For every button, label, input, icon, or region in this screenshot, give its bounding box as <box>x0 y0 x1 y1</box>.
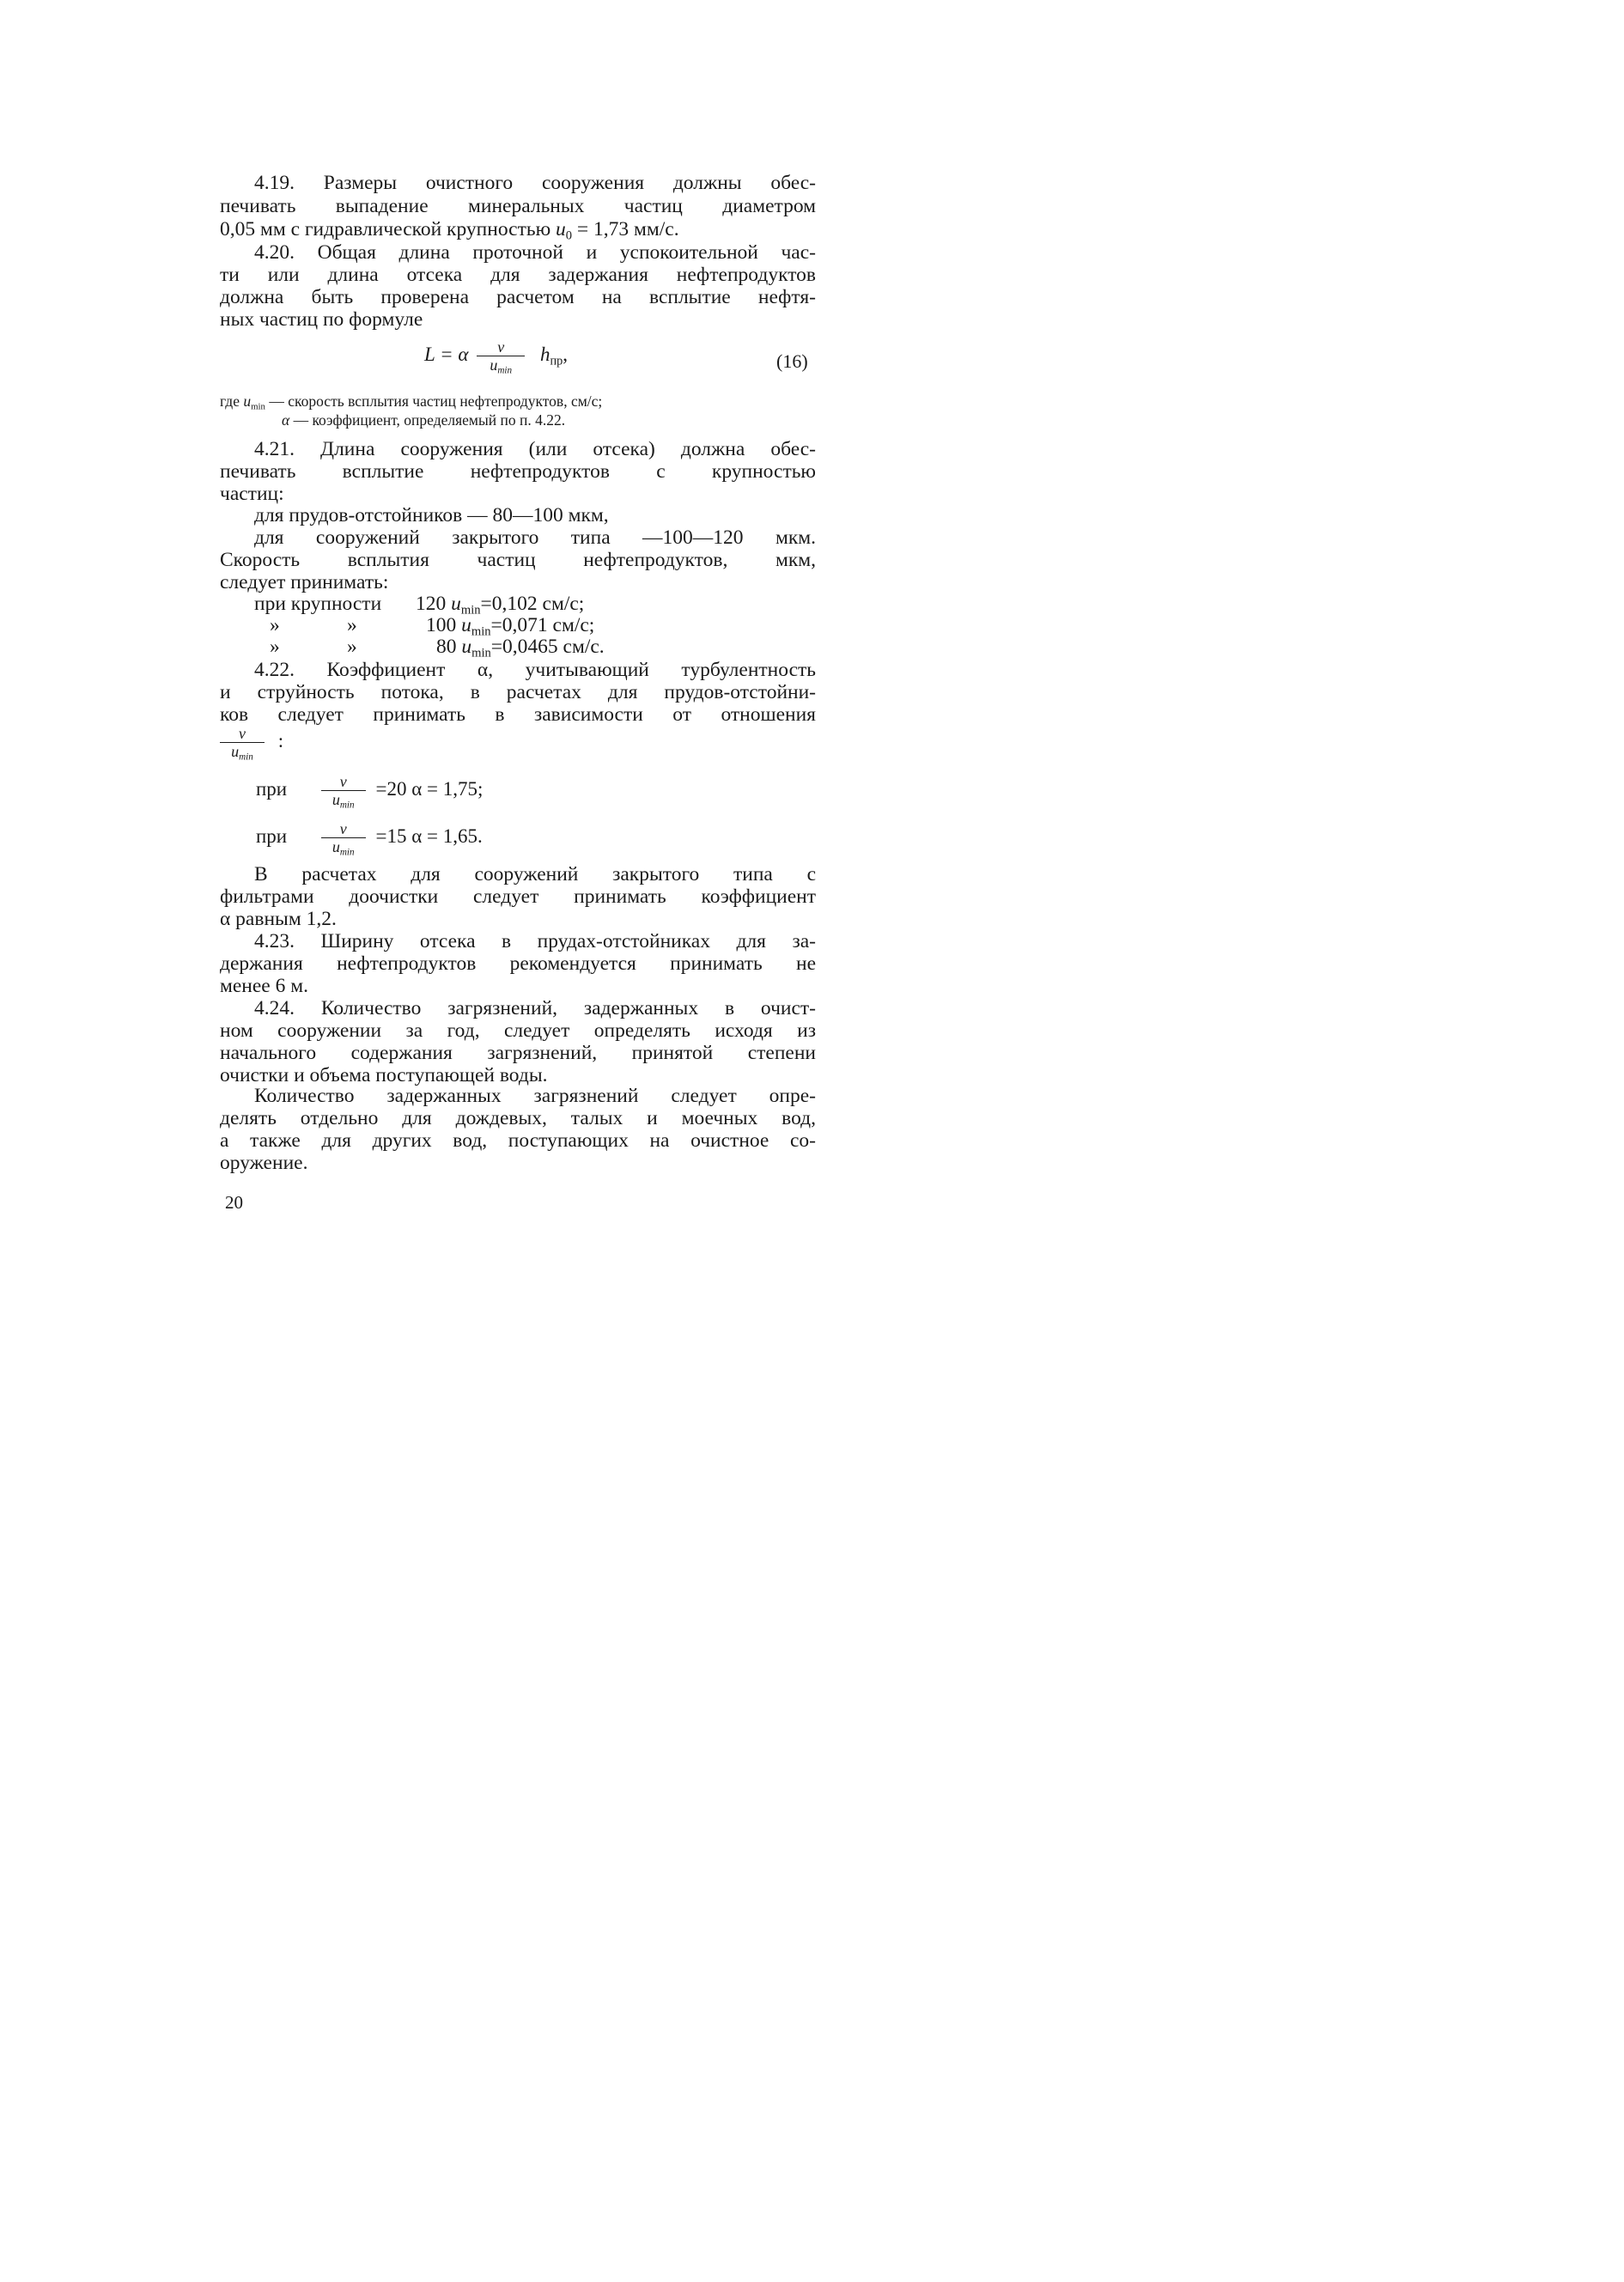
p419-line-2: печивать выпадение минеральных частиц диаметром <box>220 195 816 217</box>
where-symbol-1: u <box>243 393 252 410</box>
p421-speed-line-2: следует принимать: <box>220 571 389 593</box>
speed-row-2-ditto-1: » <box>270 614 280 636</box>
p422-line-2: и струйность потока, в расчетах для прудов-отстойни- <box>220 681 816 703</box>
p422-closed-line-1: В расчетах для сооружений закрытого типа с <box>254 863 816 885</box>
where-lead: где <box>220 393 244 410</box>
p424-line-4: очистки и объема поступающей воды. <box>220 1064 548 1086</box>
speed-row-3-value <box>436 636 605 659</box>
p422-line-1: 4.22. Коэффициент α, учитывающий турбулентность <box>254 659 816 681</box>
speed-row-1-size: 120 <box>416 593 447 615</box>
p423-line-1: 4.23. Ширину отсека в прудах-отстойниках для за- <box>254 930 816 952</box>
ratio-row-2-num: v <box>339 820 347 837</box>
p420-line-4: ных частиц по формуле <box>220 308 423 331</box>
ratio-den-sym: u <box>231 743 240 760</box>
p420-line-1: 4.20. Общая длина проточной и успокоительной час- <box>254 241 816 264</box>
ratio-numerator: v <box>239 725 246 742</box>
where-symbol-2: α <box>282 411 290 429</box>
where-subscript-1: min <box>251 401 265 412</box>
ratio-row-1-den <box>321 791 366 811</box>
p424-line-1: 4.24. Количество загрязнений, задержанных в очист- <box>254 997 816 1019</box>
formula-numerator: v <box>497 338 505 356</box>
formula-lhs: L = α <box>424 343 469 365</box>
u0-subscript: 0 <box>565 228 573 243</box>
p423-line-2: держания нефтепродуктов рекомендуется принимать не <box>220 952 816 975</box>
speed-row-2-sym: u <box>461 614 471 636</box>
ratio-row-1-num: v <box>339 773 347 790</box>
ratio-row-1-val: =20 α = 1,75; <box>375 777 484 800</box>
p421-line-3: частиц: <box>220 483 284 505</box>
ratio-expression <box>220 725 284 763</box>
ratio-row-2-pre: при <box>256 825 288 847</box>
p423-line-3: менее 6 м. <box>220 975 308 997</box>
speed-row-3-sym: u <box>461 636 472 658</box>
speed-row-2-val: =0,071 см/с; <box>490 614 595 636</box>
ratio-row-2-fraction <box>321 820 366 858</box>
where-text-1: — скорость всплытия частиц нефтепродуктов, см/с; <box>265 393 603 410</box>
p424b-line-1: Количество задержанных загрязнений следует опре- <box>254 1085 816 1107</box>
p424b-line-4: оружение. <box>220 1152 308 1174</box>
speed-row-1-value <box>416 593 584 616</box>
p421-line-2: печивать всплытие нефтепродуктов с крупностью <box>220 460 816 483</box>
p422-closed-line-3: α равным 1,2. <box>220 908 337 930</box>
p424b-line-3: а также для других вод, поступающих на очистное со- <box>220 1129 816 1152</box>
speed-row-3-size: 80 <box>436 636 457 658</box>
ratio-fraction <box>220 725 265 763</box>
speed-row-2-size: 100 <box>426 614 457 636</box>
where-line-2 <box>282 411 797 429</box>
p424-line-2: ном сооружении за год, следует определять исходя из <box>220 1019 816 1042</box>
den-subscript: min <box>497 365 513 376</box>
u0-symbol: u <box>556 218 566 240</box>
ratio-tail: : <box>277 729 284 752</box>
where-line-1 <box>220 393 816 411</box>
speed-row-3-ditto-1: » <box>270 636 280 658</box>
ratio-row-1-fraction <box>321 773 366 811</box>
speed-row-1-sym: u <box>451 593 461 615</box>
speed-row-3-val: =0,0465 см/с. <box>490 636 605 658</box>
speed-row-2-sub: min <box>471 624 491 639</box>
page-number: 20 <box>225 1192 243 1213</box>
den-symbol: u <box>490 356 498 374</box>
p419-line-3 <box>220 218 816 241</box>
p421-speed-line-1: Скорость всплытия частиц нефтепродуктов, мкм, <box>220 549 816 571</box>
ratio-row-2-den-sym: u <box>331 838 340 855</box>
speed-row-2-value <box>426 614 594 637</box>
document-page <box>0 0 941 1320</box>
p420-line-2: ти или длина отсека для задержания нефтепродуктов <box>220 264 816 286</box>
p419-line-1: 4.19. Размеры очистного сооружения должны обес- <box>254 172 816 194</box>
where-text-2: — коэффициент, определяемый по п. 4.22. <box>289 411 566 429</box>
speed-row-3-sub: min <box>471 646 491 660</box>
ratio-row-2-val: =15 α = 1,65. <box>375 825 483 847</box>
h-subscript: пр <box>550 354 563 368</box>
p420-line-3: должна быть проверена расчетом на всплытие нефтя- <box>220 286 816 308</box>
u0-value: = 1,73 мм/с. <box>576 218 679 240</box>
p421-item-2: для сооружений закрытого типа —100—120 мкм. <box>254 526 816 549</box>
ratio-row-1-den-sub: min <box>339 800 355 811</box>
formula-number: (16) <box>776 350 808 372</box>
p422-closed-line-2: фильтрами доочистки следует принимать коэффициент <box>220 885 816 908</box>
formula-fraction <box>477 338 525 374</box>
speed-row-1-val: =0,102 см/с; <box>480 593 585 615</box>
p421-item-1: для прудов-отстойников — 80—100 мкм, <box>254 504 609 526</box>
speed-row-3-ditto-2: » <box>347 636 357 658</box>
formula-tail: , <box>563 343 568 365</box>
ratio-row-1-pre: при <box>256 777 288 800</box>
speed-row-1-pre: при крупности <box>254 593 382 615</box>
ratio-row-1 <box>256 773 484 811</box>
p421-line-1: 4.21. Длина сооружения (или отсека) должна обес- <box>254 438 816 460</box>
p424-line-3: начального содержания загрязнений, принятой степени <box>220 1042 816 1064</box>
p424b-line-2: делять отдельно для дождевых, талых и моечных вод, <box>220 1107 816 1129</box>
ratio-row-2-den-sub: min <box>339 847 355 858</box>
p419-line-3-text: 0,05 мм с гидравлической крупностью <box>220 218 551 240</box>
ratio-row-1-den-sym: u <box>331 791 340 808</box>
formula-16 <box>424 338 568 374</box>
ratio-den-sub: min <box>239 752 253 763</box>
ratio-denominator <box>220 743 265 763</box>
h-symbol: h <box>539 343 550 365</box>
speed-row-1 <box>254 593 381 616</box>
ratio-row-2-den <box>321 838 366 858</box>
p422-line-3: ков следует принимать в зависимости от отношения <box>220 703 816 726</box>
speed-row-1-sub: min <box>460 603 481 618</box>
formula-denominator <box>477 356 525 374</box>
ratio-row-2 <box>256 820 483 858</box>
speed-row-2-ditto-2: » <box>347 614 357 636</box>
